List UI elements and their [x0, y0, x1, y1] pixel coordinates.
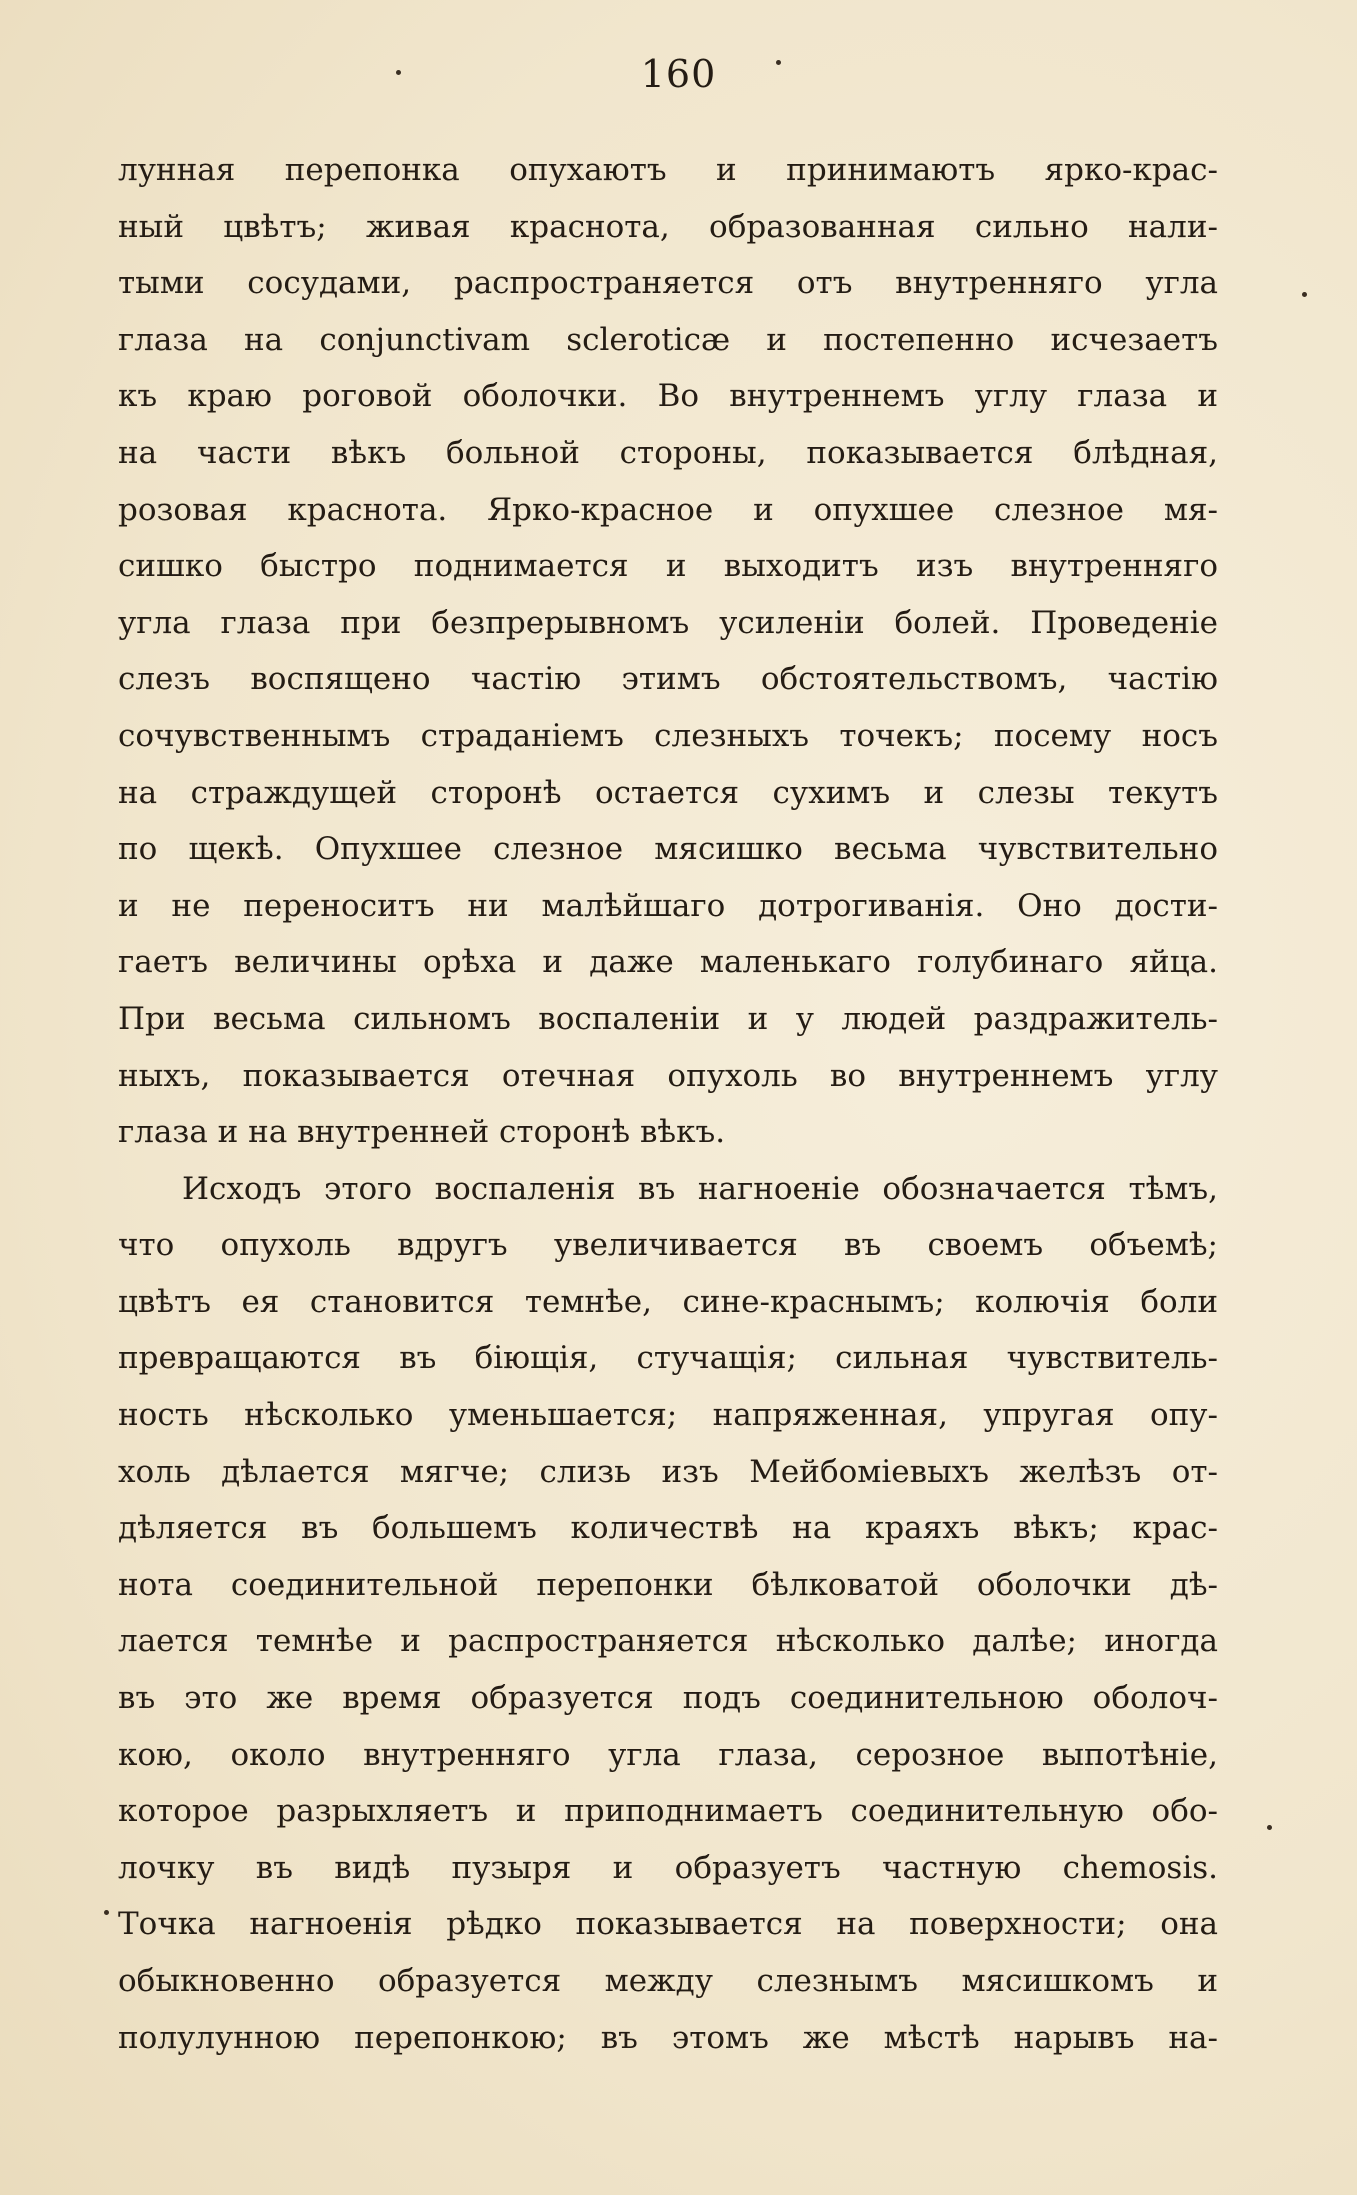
- text-line: въ это же время образуется подъ соединительною оболоч-: [118, 1680, 1218, 1717]
- text-line: полулунною перепонкою; въ этомъ же мѣстѣ нарывъ на-: [118, 2019, 1218, 2056]
- text-line: угла глаза при безпрерывномъ усиленіи болей. Проведеніе: [118, 604, 1218, 641]
- ink-speck: [104, 1910, 109, 1915]
- text-line: и не переноситъ ни малѣйшаго дотрогиванія. Оно дости-: [118, 887, 1218, 924]
- text-line: на страждущей сторонѣ остается сухимъ и слезы текутъ: [118, 774, 1218, 811]
- text-line: превращаются въ біющія, стучащія; сильная чувствитель-: [118, 1340, 1218, 1377]
- text-line: на части вѣкъ больной стороны, показывается блѣдная,: [118, 434, 1218, 471]
- text-line: лочку въ видѣ пузыря и образуетъ частную chemosis.: [118, 1849, 1218, 1886]
- text-line: розовая краснота. Ярко-красное и опухшее слезное мя-: [118, 491, 1218, 528]
- text-line: лается темнѣе и распространяется нѣсколько далѣе; иногда: [118, 1623, 1218, 1660]
- text-line: что опухоль вдругъ увеличивается въ своемъ объемѣ;: [118, 1227, 1218, 1264]
- paragraph-start-line: Исходъ этого воспаленія въ нагноеніе обозначается тѣмъ,: [182, 1170, 1218, 1207]
- text-line: холь дѣлается мягче; слизь изъ Мейбоміевыхъ желѣзъ от-: [118, 1453, 1218, 1490]
- text-line: слезъ воспящено частію этимъ обстоятельствомъ, частію: [118, 661, 1218, 698]
- text-line: При весьма сильномъ воспаленіи и у людей раздражитель-: [118, 1000, 1218, 1037]
- text-line: нота соединительной перепонки бѣлковатой оболочки дѣ-: [118, 1566, 1218, 1603]
- text-line: ныхъ, показывается отечная опухоль во внутреннемъ углу: [118, 1057, 1218, 1094]
- text-line: которое разрыхляетъ и приподнимаетъ соединительную обо-: [118, 1793, 1218, 1830]
- ink-speck: [1267, 1825, 1272, 1830]
- text-line: ный цвѣтъ; живая краснота, образованная сильно нали-: [118, 208, 1218, 245]
- text-line: гаетъ величины орѣха и даже маленькаго голубинаго яйца.: [118, 944, 1218, 981]
- text-line: Точка нагноенія рѣдко показывается на поверхности; она: [118, 1906, 1218, 1943]
- text-line: обыкновенно образуется между слезнымъ мясишкомъ и: [118, 1963, 1218, 1999]
- text-line: сочувственнымъ страданіемъ слезныхъ точекъ; посему носъ: [118, 717, 1218, 754]
- text-line: цвѣтъ ея становится темнѣе, сине-краснымъ; колючія боли: [118, 1283, 1218, 1320]
- body-text: [118, 142, 1218, 2066]
- text-line: кою, около внутренняго угла глаза, серозное выпотѣніе,: [118, 1736, 1218, 1773]
- page-number: 160: [640, 52, 717, 96]
- paragraph-end-line: глаза и на внутренней сторонѣ вѣкъ.: [118, 1114, 726, 1151]
- text-line: глаза на conjunctivam scleroticæ и постепенно исчезаетъ: [118, 321, 1218, 358]
- text-line: дѣляется въ большемъ количествѣ на краяхъ вѣкъ; крас-: [118, 1510, 1218, 1547]
- text-line: сишко быстро поднимается и выходитъ изъ внутренняго: [118, 548, 1218, 585]
- ink-speck: [396, 70, 401, 75]
- text-line: къ краю роговой оболочки. Во внутреннемъ углу глаза и: [118, 378, 1218, 415]
- ink-speck: [1302, 292, 1307, 297]
- text-line: тыми сосудами, распространяется отъ внутренняго угла: [118, 265, 1218, 302]
- text-line: лунная перепонка опухаютъ и принимаютъ ярко-крас-: [118, 152, 1218, 188]
- ink-speck: [776, 60, 781, 65]
- text-line: ность нѣсколько уменьшается; напряженная, упругая опу-: [118, 1397, 1218, 1434]
- text-line: по щекѣ. Опухшее слезное мясишко весьма чувствительно: [118, 831, 1218, 868]
